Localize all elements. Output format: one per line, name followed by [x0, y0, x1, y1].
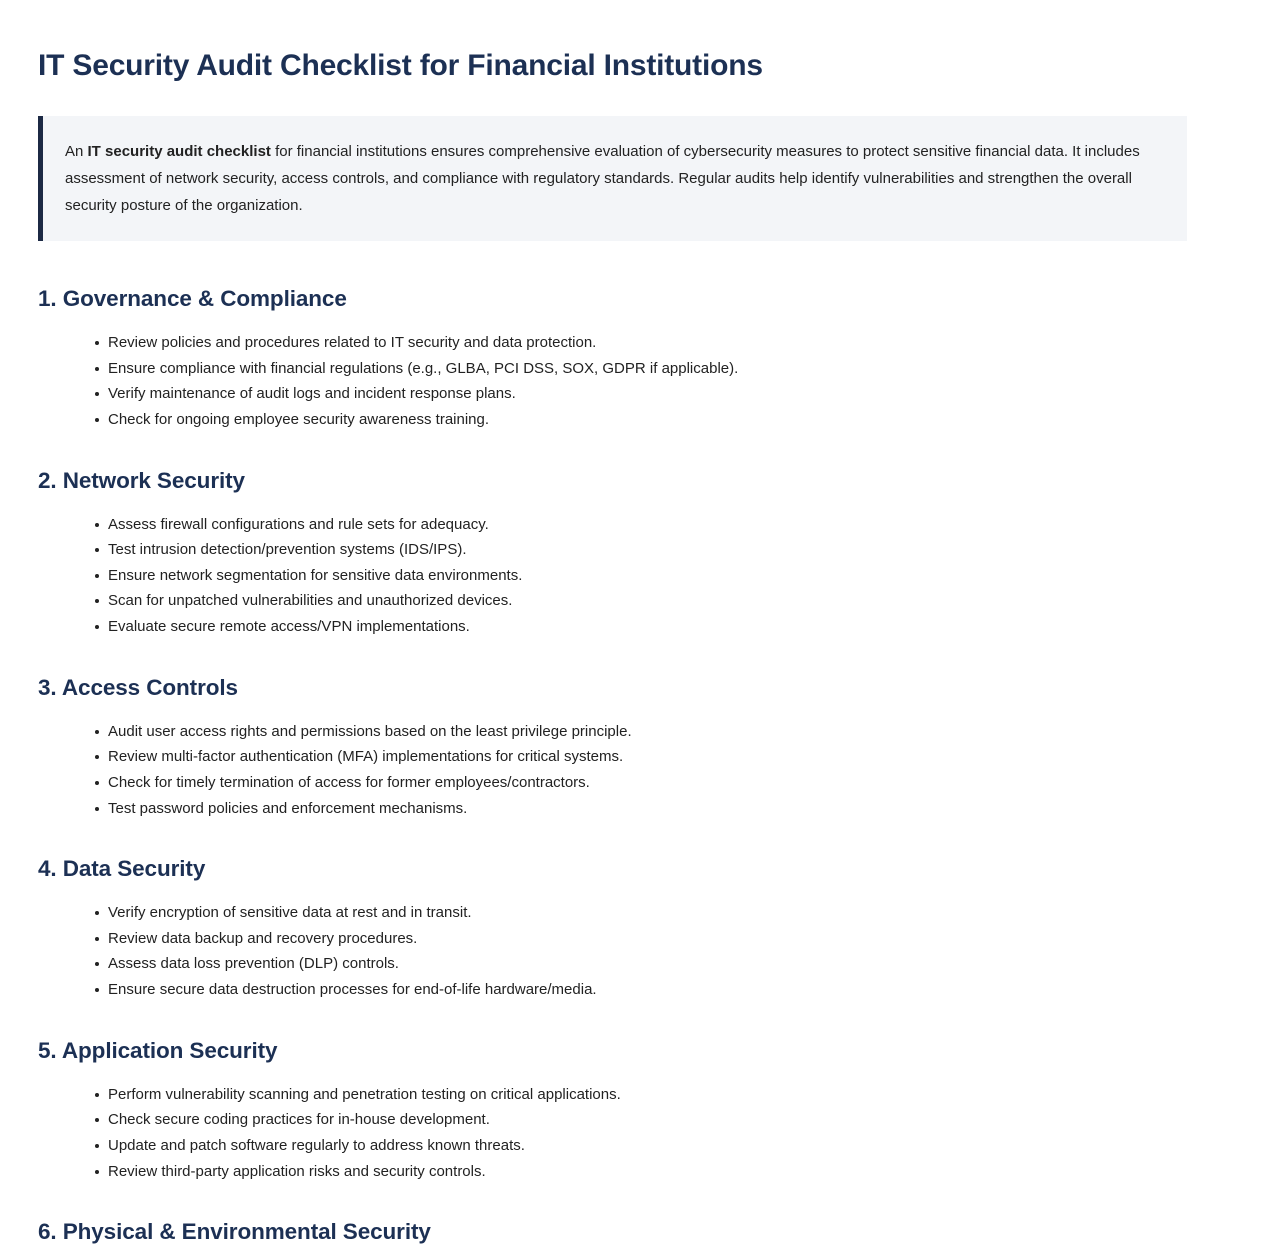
- checklist-item: Test intrusion detection/prevention systems (IDS/IPS).: [38, 537, 1225, 563]
- section: [38, 467, 1225, 640]
- intro-callout: [38, 116, 1187, 241]
- checklist: [38, 719, 1225, 821]
- intro-bold-term: IT security audit checklist: [87, 143, 271, 160]
- section-heading: 1. Governance & Compliance: [38, 286, 347, 311]
- section: [38, 1218, 1225, 1246]
- section: [38, 855, 1225, 1003]
- checklist-item: Evaluate secure remote access/VPN implementations.: [38, 614, 1225, 640]
- page-title: IT Security Audit Checklist for Financial Institutions: [38, 49, 763, 82]
- checklist: [38, 1082, 1225, 1184]
- checklist-item: Scan for unpatched vulnerabilities and unauthorized devices.: [38, 588, 1225, 614]
- checklist-item: Check for ongoing employee security awareness training.: [38, 407, 1225, 433]
- intro-paragraph: [65, 138, 1159, 219]
- checklist-item: Check secure coding practices for in-house development.: [38, 1107, 1225, 1133]
- checklist: [38, 900, 1225, 1002]
- checklist-item: Ensure secure data destruction processes for end-of-life hardware/media.: [38, 977, 1225, 1003]
- checklist-item: Ensure network segmentation for sensitive data environments.: [38, 563, 1225, 589]
- section-heading: 5. Application Security: [38, 1037, 278, 1063]
- checklist-item: Check for timely termination of access for former employees/contractors.: [38, 770, 1225, 796]
- checklist-item: Ensure compliance with financial regulations (e.g., GLBA, PCI DSS, SOX, GDPR if applicable).: [38, 356, 1225, 382]
- checklist-item: Review data backup and recovery procedures.: [38, 926, 1225, 952]
- section: [38, 285, 1225, 433]
- sections-container: [38, 285, 1225, 1246]
- intro-rest-text: for financial institutions ensures comprehensive evaluation of cybersecurity measures to protect sensitive financial data. It includes assessment of network security, access controls, and compliance with regulatory standards. Regular audits help identify vulnerabilities and strengthen the overall security posture of the organization.: [65, 143, 1140, 214]
- checklist-item: Audit user access rights and permissions based on the least privilege principle.: [38, 719, 1225, 745]
- section: [38, 674, 1225, 822]
- checklist-item: Assess firewall configurations and rule sets for adequacy.: [38, 512, 1225, 538]
- checklist: [38, 330, 1225, 432]
- checklist-item: Verify encryption of sensitive data at rest and in transit.: [38, 900, 1225, 926]
- checklist-item: Review third-party application risks and security controls.: [38, 1159, 1225, 1185]
- checklist-item: Review multi-factor authentication (MFA) implementations for critical systems.: [38, 744, 1225, 770]
- section-heading: 6. Physical & Environmental Security: [38, 1219, 431, 1245]
- section-heading: 3. Access Controls: [38, 674, 238, 700]
- section: [38, 1037, 1225, 1185]
- checklist: [38, 512, 1225, 640]
- section-heading: 2. Network Security: [38, 467, 245, 493]
- checklist-item: Test password policies and enforcement mechanisms.: [38, 796, 1225, 822]
- checklist-item: Perform vulnerability scanning and penetration testing on critical applications.: [38, 1082, 1225, 1108]
- checklist-item: Assess data loss prevention (DLP) controls.: [38, 951, 1225, 977]
- checklist-item: Verify maintenance of audit logs and incident response plans.: [38, 381, 1225, 407]
- checklist-item: Update and patch software regularly to address known threats.: [38, 1133, 1225, 1159]
- section-heading: 4. Data Security: [38, 856, 206, 882]
- checklist-item: Review policies and procedures related to IT security and data protection.: [38, 330, 1225, 356]
- intro-lead-text: An: [65, 143, 88, 160]
